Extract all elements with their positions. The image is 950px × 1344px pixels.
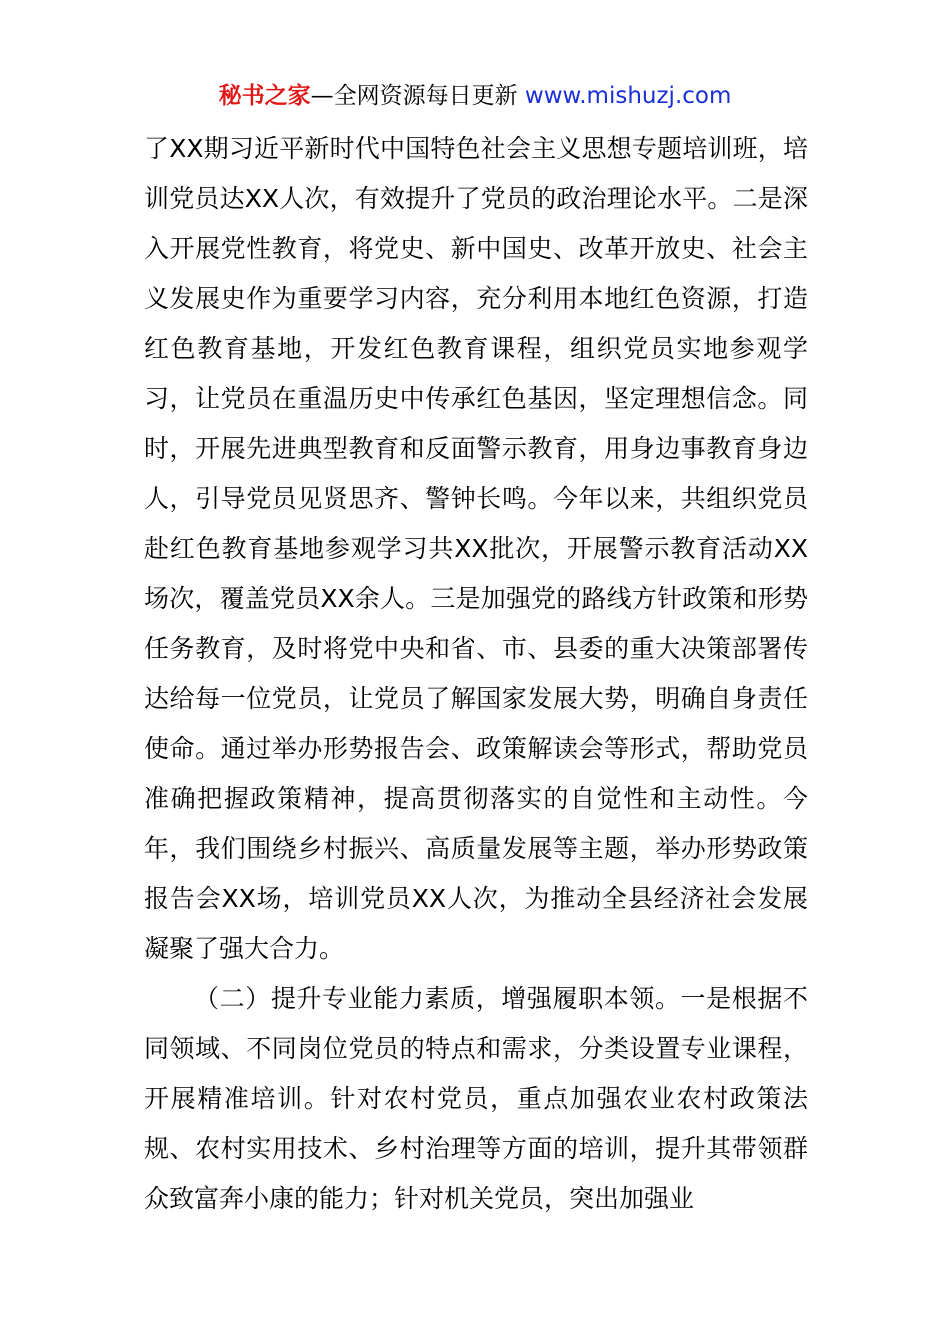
header-url-link[interactable]: www.mishuzj.com <box>524 83 732 109</box>
document-body <box>144 124 808 1224</box>
header-tagline: —全网资源每日更新 <box>310 83 525 109</box>
page-header <box>0 80 950 112</box>
paragraph-continued: 了XX期习近平新时代中国特色社会主义思想专题培训班，培训党员达XX人次，有效提升了党员的政治理论水平。二是深入开展党性教育，将党史、新中国史、改革开放史、社会主义发展史作为重要学习内容，充分利用本地红色资源，打造红色教育基地，开发红色教育课程，组织党员实地参观学习，让党员在重温历史中传承红色基因，坚定理想信念。同时，开展先进典型教育和反面警示教育，用身边事教育身边人，引导党员见贤思齐、警钟长鸣。今年以来，共组织党员赴红色教育基地参观学习共XX批次，开展警示教育活动XX场次，覆盖党员XX余人。三是加强党的路线方针政策和形势任务教育，及时将党中央和省、市、县委的重大决策部署传达给每一位党员，让党员了解国家发展大势，明确自身责任使命。通过举办形势报告会、政策解读会等形式，帮助党员准确把握政策精神，提高贯彻落实的自觉性和主动性。今年，我们围绕乡村振兴、高质量发展等主题，举办形势政策报告会XX场，培训党员XX人次，为推动全县经济社会发展凝聚了强大合力。 <box>144 134 808 963</box>
paragraph-section-two: （二）提升专业能力素质，增强履职本领。一是根据不同领域、不同岗位党员的特点和需求，分类设置专业课程，开展精准培训。针对农村党员，重点加强农业农村政策法规、农村实用技术、乡村治理等方面的培训，提升其带领群众致富奔小康的能力；针对机关党员，突出加强业 <box>144 984 808 1213</box>
header-brand: 秘书之家 <box>218 83 311 109</box>
